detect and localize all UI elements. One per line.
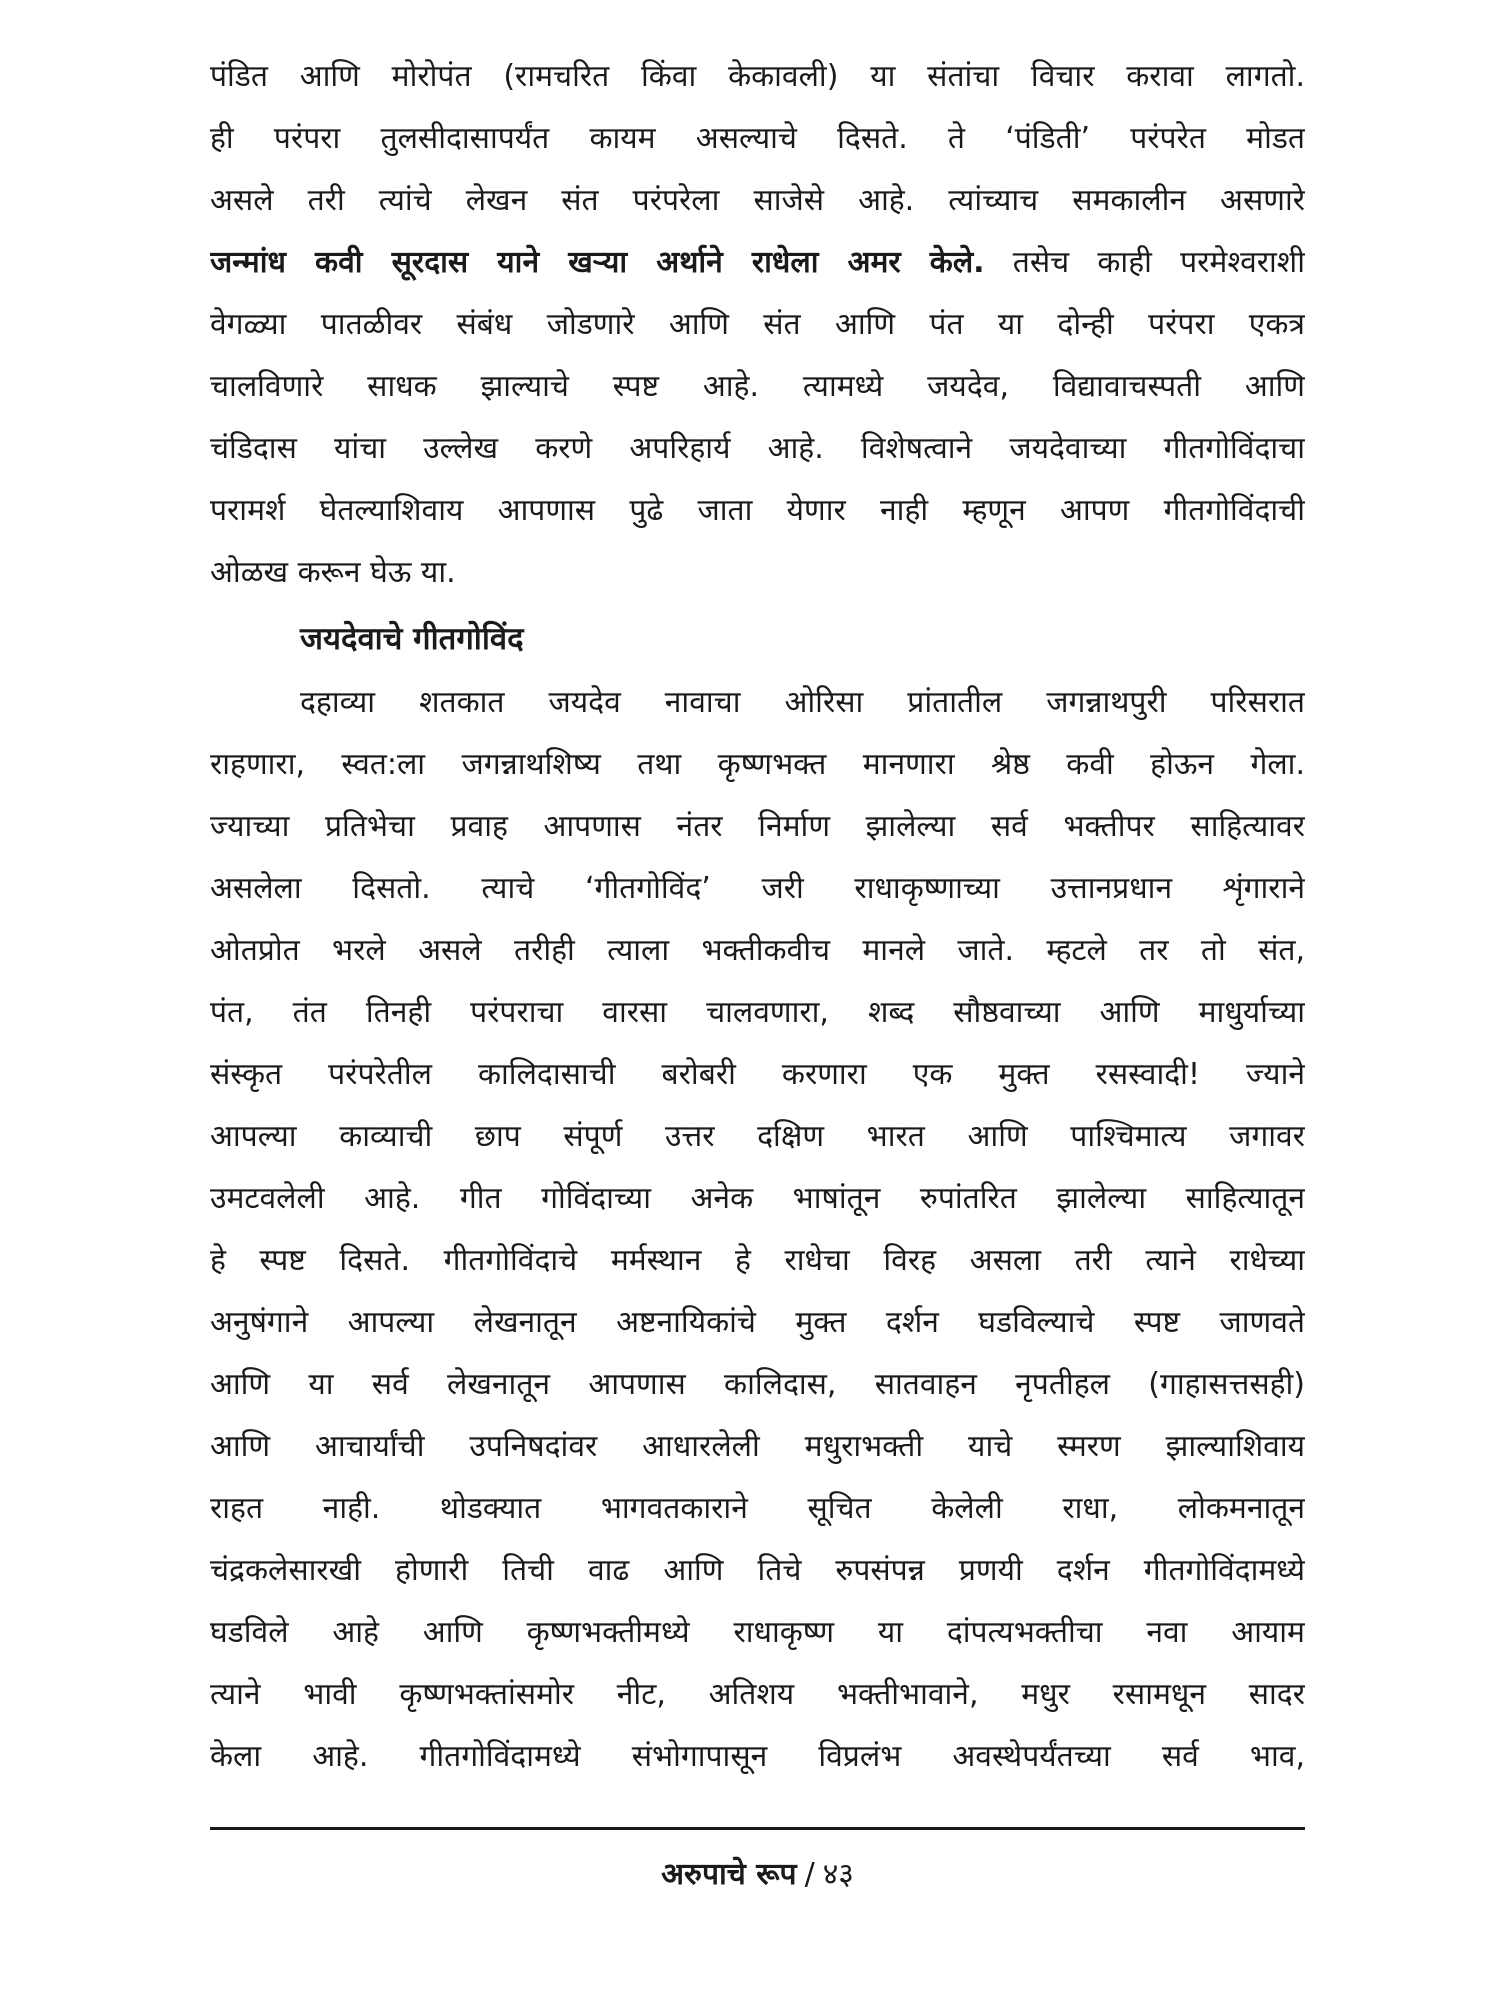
- text-line: घडविले आहे आणि कृष्णभक्तीमध्ये राधाकृष्ण या दांपत्यभक्तीचा नवा आयाम: [210, 1615, 1305, 1650]
- text-line: संस्कृत परंपरेतील कालिदासाची बरोबरी करणारा एक मुक्त रसस्वादी! ज्याने: [210, 1057, 1305, 1092]
- text-line: असलेला दिसतो. त्याचे ‘गीतगोविंद’ जरी राधाकृष्णाच्या उत्तानप्रधान शृंगाराने: [210, 871, 1305, 906]
- text-line: आणि या सर्व लेखनातून आपणास कालिदास, सातवाहन नृपतीहल (गाहासत्तसही): [210, 1367, 1305, 1402]
- page-number: ४३: [822, 1857, 854, 1892]
- text-line: ही परंपरा तुलसीदासापर्यंत कायम असल्याचे दिसते. ते ‘पंडिती’ परंपरेत मोडत: [210, 121, 1305, 156]
- text-line: आणि आचार्यांची उपनिषदांवर आधारलेली मधुराभक्ती याचे स्मरण झाल्याशिवाय: [210, 1429, 1305, 1464]
- text-line: राहणारा, स्वत:ला जगन्नाथशिष्य तथा कृष्णभक्त मानणारा श्रेष्ठ कवी होऊन गेला.: [210, 747, 1305, 782]
- text-line: अनुषंगाने आपल्या लेखनातून अष्टनायिकांचे मुक्त दर्शन घडविल्याचे स्पष्ट जाणवते: [210, 1305, 1305, 1340]
- text-line: [210, 232, 1305, 294]
- text-line: वेगळ्या पातळीवर संबंध जोडणारे आणि संत आणि पंत या दोन्ही परंपरा एकत्र: [210, 307, 1305, 342]
- text-line: पंत, तंत तिनही परंपराचा वारसा चालवणारा, शब्द सौष्ठवाच्या आणि माधुर्याच्या: [210, 995, 1305, 1030]
- text-line: उमटवलेली आहे. गीत गोविंदाच्या अनेक भाषांतून रुपांतरित झालेल्या साहित्यातून: [210, 1181, 1305, 1216]
- text-line: राहत नाही. थोडक्यात भागवतकाराने सूचित केलेली राधा, लोकमनातून: [210, 1491, 1305, 1526]
- text-line: हे स्पष्ट दिसते. गीतगोविंदाचे मर्मस्थान हे राधेचा विरह असला तरी त्याने राधेच्या: [210, 1243, 1305, 1278]
- text-line: दहाव्या शतकात जयदेव नावाचा ओरिसा प्रांतातील जगन्नाथपुरी परिसरात: [300, 685, 1305, 720]
- intro-paragraph: [210, 46, 1305, 604]
- section-heading: जयदेवाचे गीतगोविंद: [300, 621, 524, 657]
- line-continuation: तसेच काही परमेश्वराशी: [984, 245, 1305, 280]
- footer-divider: [210, 1827, 1305, 1830]
- text-line: आपल्या काव्याची छाप संपूर्ण उत्तर दक्षिण भारत आणि पाश्चिमात्य जगावर: [210, 1119, 1305, 1154]
- text-line: चंद्रकलेसारखी होणारी तिची वाढ आणि तिचे रुपसंपन्न प्रणयी दर्शन गीतगोविंदामध्ये: [210, 1553, 1305, 1588]
- footer-separator: /: [804, 1857, 815, 1892]
- text-line: त्याने भावी कृष्णभक्तांसमोर नीट, अतिशय भक्तीभावाने, मधुर रसामधून सादर: [210, 1677, 1305, 1712]
- text-line: ओळख करून घेऊ या.: [210, 555, 456, 590]
- text-line: चंडिदास यांचा उल्लेख करणे अपरिहार्य आहे. विशेषत्वाने जयदेवाच्या गीतगोविंदाचा: [210, 431, 1305, 466]
- text-line: परामर्श घेतल्याशिवाय आपणास पुढे जाता येणार नाही म्हणून आपण गीतगोविंदाची: [210, 493, 1305, 528]
- text-line: पंडित आणि मोरोपंत (रामचरित किंवा केकावली) या संतांचा विचार करावा लागतो.: [210, 59, 1305, 94]
- section-paragraph: [210, 672, 1305, 1788]
- text-line: असले तरी त्यांचे लेखन संत परंपरेला साजेसे आहे. त्यांच्याच समकालीन असणारे: [210, 183, 1305, 218]
- book-title: अरुपाचे रूप: [661, 1857, 797, 1892]
- text-line: केला आहे. गीतगोविंदामध्ये संभोगापासून विप्रलंभ अवस्थेपर्यंतच्या सर्व भाव,: [210, 1739, 1305, 1774]
- text-line: चालविणारे साधक झाल्याचे स्पष्ट आहे. त्यामध्ये जयदेव, विद्यावाचस्पती आणि: [210, 369, 1305, 404]
- bold-phrase: जन्मांध कवी सूरदास याने खऱ्या अर्थाने राधेला अमर केले.: [210, 245, 985, 280]
- text-line: ओतप्रोत भरले असले तरीही त्याला भक्तीकवीच मानले जाते. म्हटले तर तो संत,: [210, 933, 1305, 968]
- page-footer: [210, 1850, 1305, 1900]
- text-line: ज्याच्या प्रतिभेचा प्रवाह आपणास नंतर निर्माण झालेल्या सर्व भक्तीपर साहित्यावर: [210, 809, 1305, 844]
